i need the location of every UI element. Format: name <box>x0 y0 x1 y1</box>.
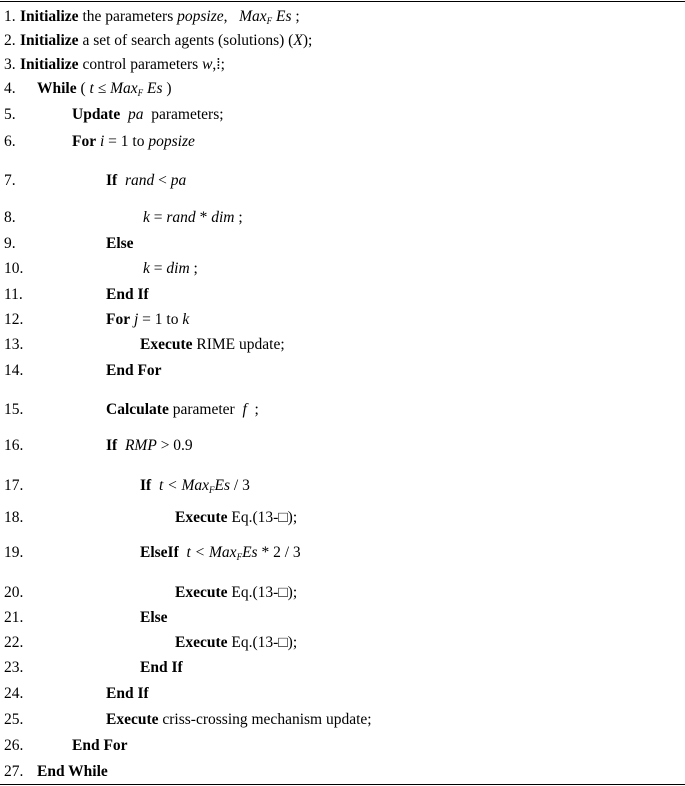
keyword: For <box>106 311 131 328</box>
text-run: parameter <box>168 401 243 418</box>
text-run: = <box>149 209 167 226</box>
text-run <box>179 544 187 561</box>
keyword: If <box>106 172 118 189</box>
line-number: 22. <box>4 634 24 651</box>
keyword: Else <box>140 609 168 626</box>
line-content <box>175 582 297 604</box>
keyword: Execute <box>175 584 228 601</box>
line-content <box>106 309 189 331</box>
line-number: 4. <box>4 80 16 97</box>
line-number: 13. <box>4 336 24 353</box>
text-run: Eq.(13-□); <box>227 509 298 526</box>
line-content <box>106 683 149 705</box>
line-content <box>140 334 285 356</box>
line-number: 11. <box>4 286 23 303</box>
keyword: End If <box>106 286 149 303</box>
text-run: = <box>149 260 167 277</box>
text-run: = 1 to <box>104 133 149 150</box>
keyword: Initialize <box>20 32 79 49</box>
keyword: End For <box>106 362 162 379</box>
line-content <box>143 207 243 229</box>
line-number: 25. <box>4 711 24 728</box>
line-content <box>20 30 312 52</box>
line-number: 19. <box>4 544 24 561</box>
table-bottom-rule <box>0 784 685 785</box>
line-content <box>37 78 172 104</box>
math-symbol: Es <box>214 477 231 494</box>
keyword: Execute <box>175 634 228 651</box>
text-run <box>117 437 125 454</box>
math-symbol: Max <box>239 8 267 25</box>
math-symbol: popsize <box>177 8 224 25</box>
math-symbol: t ≤ Max <box>89 80 138 97</box>
text-run: / 3 <box>230 477 250 494</box>
math-symbol: Es <box>242 544 258 561</box>
text-run: Eq.(13-□); <box>227 634 298 651</box>
keyword: While <box>37 80 77 97</box>
math-symbol: Es <box>143 80 163 97</box>
math-symbol: k <box>143 209 150 226</box>
text-run: ); <box>302 32 313 49</box>
text-run: * 2 / 3 <box>257 544 301 561</box>
keyword: Initialize <box>20 56 79 73</box>
text-run: RIME update; <box>192 336 285 353</box>
line-content <box>140 542 301 568</box>
text-run: criss-crossing mechanism update; <box>158 711 372 728</box>
math-symbol: pa <box>170 172 187 189</box>
keyword: For <box>72 133 97 150</box>
line-content <box>175 507 297 529</box>
keyword: End For <box>72 737 128 754</box>
line-number: 2. <box>4 32 16 49</box>
line-number: 6. <box>4 133 16 150</box>
line-content <box>140 607 168 629</box>
line-content <box>20 54 225 76</box>
keyword: ElseIf <box>140 544 179 561</box>
line-number: 27. <box>4 763 24 780</box>
line-number: 20. <box>4 584 24 601</box>
math-symbol: f <box>242 401 247 418</box>
text-run: the parameters <box>78 8 178 25</box>
line-content <box>72 104 224 126</box>
text-run: parameters; <box>143 106 224 123</box>
math-symbol: t < Max <box>158 477 210 494</box>
text-run <box>120 106 128 123</box>
text-run: = 1 to <box>138 311 183 328</box>
math-symbol: X <box>293 32 303 49</box>
line-content <box>106 399 259 421</box>
line-number: 18. <box>4 509 24 526</box>
keyword: Execute <box>175 509 228 526</box>
line-content <box>106 435 193 457</box>
text-run: < <box>154 172 171 189</box>
math-symbol: j <box>133 311 139 328</box>
line-number: 23. <box>4 659 24 676</box>
subscript: F <box>266 16 273 26</box>
line-number: 12. <box>4 311 24 328</box>
keyword: Execute <box>106 711 159 728</box>
line-content <box>106 233 134 255</box>
text-run <box>117 172 125 189</box>
subscript: F <box>137 88 144 98</box>
keyword: Update <box>72 106 121 123</box>
text-run: control parameters <box>78 56 203 73</box>
text-run: ; <box>189 260 198 277</box>
math-symbol: rand <box>166 209 196 226</box>
math-symbol: t < Max <box>186 544 237 561</box>
text-run: Eq.(13-□); <box>227 584 298 601</box>
text-run: ; <box>234 209 243 226</box>
text-run: , <box>223 8 240 25</box>
line-content <box>72 735 128 757</box>
math-symbol: k <box>143 260 150 277</box>
keyword: Calculate <box>106 401 169 418</box>
line-number: 9. <box>4 235 16 252</box>
subscript: F <box>209 485 215 495</box>
line-number: 1. <box>4 8 16 25</box>
line-number: 21. <box>4 609 24 626</box>
line-number: 5. <box>4 106 16 123</box>
keyword: Execute <box>140 336 193 353</box>
table-top-rule <box>0 1 685 2</box>
text-run: ( <box>76 80 90 97</box>
line-content <box>175 632 297 654</box>
text-run: > 0.9 <box>156 437 193 454</box>
line-number: 15. <box>4 401 24 418</box>
subscript: F <box>236 552 243 562</box>
math-symbol: dim <box>211 209 235 226</box>
line-number: 16. <box>4 437 24 454</box>
line-number: 8. <box>4 209 16 226</box>
keyword: Else <box>106 235 134 252</box>
line-content <box>140 657 183 679</box>
math-symbol: RMP <box>124 437 157 454</box>
math-symbol: popsize <box>148 133 195 150</box>
line-content <box>37 761 108 783</box>
math-symbol: Es <box>272 8 292 25</box>
line-number: 7. <box>4 172 16 189</box>
line-content <box>106 360 162 382</box>
text-run: ; <box>291 8 300 25</box>
text-run: * <box>195 209 212 226</box>
line-number: 14. <box>4 362 24 379</box>
math-symbol: k <box>182 311 190 328</box>
line-content <box>106 170 186 192</box>
math-symbol: i <box>99 133 105 150</box>
line-number: 17. <box>4 477 24 494</box>
keyword: End If <box>140 659 183 676</box>
line-content <box>106 284 149 306</box>
line-content <box>20 6 300 32</box>
line-content <box>72 131 195 153</box>
line-content <box>140 475 250 501</box>
math-symbol: dim <box>166 260 190 277</box>
keyword: If <box>140 477 152 494</box>
text-run: ) <box>162 80 172 97</box>
math-symbol: w <box>202 56 213 73</box>
keyword: End While <box>37 763 108 780</box>
line-content <box>106 709 372 731</box>
math-symbol: pa <box>127 106 144 123</box>
text-run: ,⁞; <box>212 56 225 73</box>
text-run <box>151 477 159 494</box>
math-symbol: rand <box>124 172 155 189</box>
keyword: Initialize <box>20 8 79 25</box>
line-number: 26. <box>4 737 24 754</box>
line-number: 10. <box>4 260 24 277</box>
text-run: a set of search agents (solutions) ( <box>78 32 294 49</box>
text-run: ; <box>246 401 259 418</box>
keyword: If <box>106 437 118 454</box>
line-content <box>143 258 198 280</box>
keyword: End If <box>106 685 149 702</box>
line-number: 3. <box>4 56 16 73</box>
line-number: 24. <box>4 685 24 702</box>
